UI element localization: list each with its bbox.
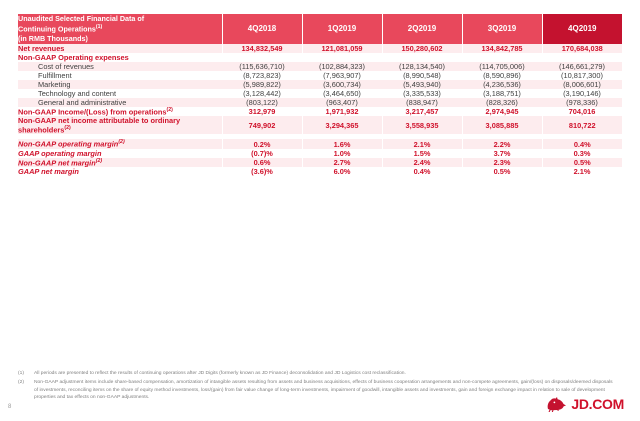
- table-header-label: [18, 14, 222, 44]
- column-header-4q2018: 4Q2018: [222, 14, 302, 44]
- table-row: [18, 158, 622, 167]
- cell-cost-of-revenues-4q2019: (146,661,279): [542, 62, 622, 71]
- table-row: [18, 53, 622, 62]
- header-footnote-marker: (1): [95, 23, 103, 30]
- cell-ga-2q2019: (838,947): [382, 98, 462, 107]
- row-label-gaap-operating-margin: GAAP operating margin: [18, 149, 222, 158]
- cell-technology-1q2019: (3,464,650): [302, 89, 382, 98]
- footnote-marker: (2): [166, 106, 173, 113]
- footnote-2-text: Non-GAAP adjustment items include share-based compensation, amortization of intangible assets resulting from assets and business acquisitions, effects of business cooperation arrangements and non-compete agreements, gain/(loss) on disposals/deemed disposals of investments, reconciling items on the share of equity method investments, loss/(gain) from fair value change of long-term investments, impairment of goodwill, intangible assets and investments, gain and foreign exchange impact in relation to sale of development properties and tax effects on non-GAAP adjustments.: [34, 380, 613, 401]
- cell-ngop-margin-4q2018: 0.2%: [222, 139, 302, 148]
- cell-technology-2q2019: (3,335,533): [382, 89, 462, 98]
- row-label-non-gaap-net-income-attributable: Non-GAAP net income attributable to ordinary shareholders$^{(2)}$: [18, 116, 222, 134]
- cell-gaap-net-margin-1q2019: 6.0%: [302, 167, 382, 176]
- cell-net-revenues-1q2019: 121,081,059: [302, 44, 382, 53]
- cell-ngni-2q2019: 3,558,935: [382, 116, 462, 134]
- footnotes: [18, 370, 618, 403]
- cell-cost-of-revenues-1q2019: (102,884,323): [302, 62, 382, 71]
- row-label-non-gaap-operating-expenses: Non-GAAP Operating expenses: [18, 53, 222, 62]
- cell-marketing-4q2018: (5,989,822): [222, 80, 302, 89]
- cell-ngnet-margin-2q2019: 2.4%: [382, 158, 462, 167]
- cell-gaap-op-margin-3q2019: 3.7%: [462, 149, 542, 158]
- page-number: 8: [8, 404, 12, 410]
- table-body: [18, 44, 622, 177]
- row-label-net-revenues: Net revenues: [18, 44, 222, 53]
- cell-ngop-income-1q2019: 1,971,932: [302, 107, 382, 116]
- table-row: [18, 71, 622, 80]
- table-header-row: [18, 14, 622, 44]
- cell-ga-4q2018: (803,122): [222, 98, 302, 107]
- cell-cost-of-revenues-4q2018: (115,636,710): [222, 62, 302, 71]
- cell-fulfillment-2q2019: (8,990,548): [382, 71, 462, 80]
- table-row: [18, 80, 622, 89]
- table-row: [18, 116, 622, 134]
- table-row: [18, 98, 622, 107]
- financial-table: [18, 14, 622, 176]
- cell-ngni-4q2018: 749,902: [222, 116, 302, 134]
- joy-dog-icon: [545, 396, 567, 412]
- row-label-cost-of-revenues: Cost of revenues: [18, 62, 222, 71]
- footnote-1-text: All periods are presented to reflect the results of continuing operations after JD Digits (formerly known as JD Finance) deconsolidation and JD Logistics cost reclassification.: [34, 371, 406, 376]
- cell-ngop-margin-1q2019: 1.6%: [302, 139, 382, 148]
- footnote-2: [18, 379, 618, 401]
- table-row: [18, 44, 622, 53]
- table-header: [18, 14, 622, 44]
- column-header-1q2019: 1Q2019: [302, 14, 382, 44]
- cell-gaap-op-margin-4q2018: (0.7)%: [222, 149, 302, 158]
- table-row: [18, 62, 622, 71]
- cell-marketing-3q2019: (4,236,536): [462, 80, 542, 89]
- cell-gaap-net-margin-2q2019: 0.4%: [382, 167, 462, 176]
- cell-ngop-margin-4q2019: 0.4%: [542, 139, 622, 148]
- jd-logo: [545, 396, 624, 412]
- cell-gaap-op-margin-2q2019: 1.5%: [382, 149, 462, 158]
- header-label-line1: Unaudited Selected Financial Data of: [18, 14, 145, 23]
- cell-empty-1: [222, 53, 302, 62]
- column-header-3q2019: 3Q2019: [462, 14, 542, 44]
- financial-table-wrapper: [18, 14, 622, 176]
- cell-ngni-3q2019: 3,085,885: [462, 116, 542, 134]
- row-label-gaap-net-margin: GAAP net margin: [18, 167, 222, 176]
- cell-ngnet-margin-4q2018: 0.6%: [222, 158, 302, 167]
- cell-ngop-income-3q2019: 2,974,945: [462, 107, 542, 116]
- table-row: [18, 149, 622, 158]
- cell-marketing-4q2019: (8,006,601): [542, 80, 622, 89]
- cell-ngni-4q2019: 810,722: [542, 116, 622, 134]
- footnote-marker: (2): [118, 139, 125, 146]
- cell-marketing-1q2019: (3,600,734): [302, 80, 382, 89]
- column-header-2q2019: 2Q2019: [382, 14, 462, 44]
- footnote-1: [18, 370, 618, 377]
- cell-fulfillment-4q2018: (8,723,823): [222, 71, 302, 80]
- cell-ga-4q2019: (978,336): [542, 98, 622, 107]
- cell-gaap-net-margin-4q2018: (3.6)%: [222, 167, 302, 176]
- row-label-non-gaap-income-from-operations: Non-GAAP Income/(Loss) from operations$^{(2)}$: [18, 107, 222, 116]
- footnote-marker: (2): [95, 157, 103, 164]
- cell-ngni-1q2019: 3,294,365: [302, 116, 382, 134]
- cell-ga-1q2019: (963,407): [302, 98, 382, 107]
- row-label-general-and-administrative: General and administrative: [18, 98, 222, 107]
- cell-gaap-net-margin-4q2019: 2.1%: [542, 167, 622, 176]
- cell-ngop-income-4q2019: 704,016: [542, 107, 622, 116]
- cell-fulfillment-3q2019: (8,590,896): [462, 71, 542, 80]
- table-row: [18, 89, 622, 98]
- cell-empty-4: [462, 53, 542, 62]
- cell-net-revenues-4q2018: 134,832,549: [222, 44, 302, 53]
- cell-empty-2: [302, 53, 382, 62]
- cell-gaap-net-margin-3q2019: 0.5%: [462, 167, 542, 176]
- cell-gaap-op-margin-4q2019: 0.3%: [542, 149, 622, 158]
- header-label-line2: Continuing Operations$^{(1)}$: [18, 23, 103, 34]
- row-label-fulfillment: Fulfillment: [18, 71, 222, 80]
- cell-fulfillment-4q2019: (10,817,300): [542, 71, 622, 80]
- cell-net-revenues-2q2019: 150,280,602: [382, 44, 462, 53]
- cell-ngop-income-2q2019: 3,217,457: [382, 107, 462, 116]
- cell-marketing-2q2019: (5,493,940): [382, 80, 462, 89]
- jd-logo-text: JD.COM: [571, 396, 624, 412]
- cell-ngop-margin-3q2019: 2.2%: [462, 139, 542, 148]
- cell-cost-of-revenues-3q2019: (114,705,006): [462, 62, 542, 71]
- cell-gaap-op-margin-1q2019: 1.0%: [302, 149, 382, 158]
- footnote-1-marker: (1): [18, 371, 24, 376]
- cell-ngnet-margin-4q2019: 0.5%: [542, 158, 622, 167]
- table-row: [18, 167, 622, 176]
- cell-ngnet-margin-3q2019: 2.3%: [462, 158, 542, 167]
- cell-ngnet-margin-1q2019: 2.7%: [302, 158, 382, 167]
- footnote-marker: (2): [64, 125, 71, 132]
- table-row: [18, 107, 622, 116]
- cell-ngop-income-4q2018: 312,979: [222, 107, 302, 116]
- cell-technology-4q2018: (3,128,442): [222, 89, 302, 98]
- column-header-4q2019: 4Q2019: [542, 14, 622, 44]
- cell-empty-5: [542, 53, 622, 62]
- cell-technology-4q2019: (3,190,146): [542, 89, 622, 98]
- cell-cost-of-revenues-2q2019: (128,134,540): [382, 62, 462, 71]
- row-label-marketing: Marketing: [18, 80, 222, 89]
- footnote-2-marker: (2): [18, 380, 24, 386]
- cell-net-revenues-3q2019: 134,842,785: [462, 44, 542, 53]
- cell-technology-3q2019: (3,188,751): [462, 89, 542, 98]
- header-label-line3: (in RMB Thousands): [18, 33, 88, 43]
- cell-fulfillment-1q2019: (7,963,907): [302, 71, 382, 80]
- cell-empty-3: [382, 53, 462, 62]
- cell-net-revenues-4q2019: 170,684,038: [542, 44, 622, 53]
- table-row: [18, 139, 622, 148]
- row-label-non-gaap-operating-margin: Non-GAAP operating margin$^{(2)}$: [18, 139, 222, 148]
- cell-ga-3q2019: (828,326): [462, 98, 542, 107]
- row-label-non-gaap-net-margin: Non-GAAP net margin$^{(2)}$: [18, 158, 222, 167]
- cell-ngop-margin-2q2019: 2.1%: [382, 139, 462, 148]
- row-label-technology-and-content: Technology and content: [18, 89, 222, 98]
